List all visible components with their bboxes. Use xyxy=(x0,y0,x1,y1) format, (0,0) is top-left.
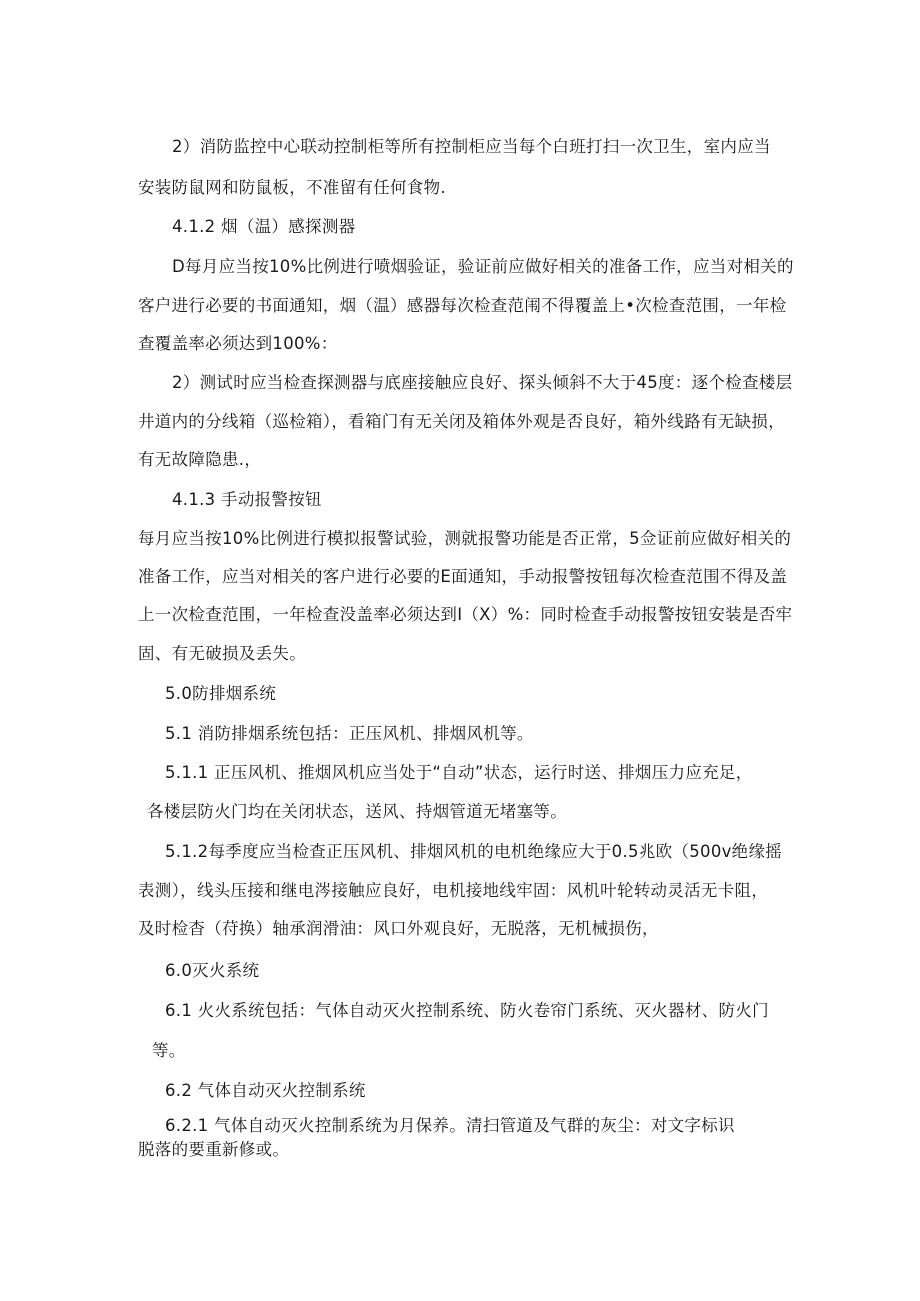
paragraph-line: 有无故障隐患.， xyxy=(138,450,262,469)
paragraph-line: 客户进行必要的书面通知，烟（温）感器每次检查范闱不得覆盖上•次检查范围，一年检 xyxy=(138,296,787,315)
section-heading: 4.1.2 烟（温）感探测器 xyxy=(172,217,356,236)
paragraph-line: 井道内的分线箱（巡检箱），看箱门有无关闭及箱体外观是否良好，箱外线路有无缺损， xyxy=(138,412,785,431)
paragraph-line: 查覆盖率必须达到100%： xyxy=(138,334,338,353)
paragraph-line: D每月应当按10%比例进行喷烟验证，验证前应做好相关的准备工作，应当对相关的 xyxy=(172,257,794,276)
section-heading: 6.0灭火系统 xyxy=(165,961,260,980)
paragraph-line: 每月应当按10%比例进行模拟报警试验，测就报警功能是否正常，5佥证前应做好相关的 xyxy=(138,529,792,548)
paragraph-line: 6.1 火火系统包括：气体自动灭火控制系统、防火卷帘门系统、灭火器材、防火门 xyxy=(165,1001,769,1020)
paragraph-line: 5.1.2每季度应当检查正压风机、排烟风机的电机绝缘应大于0.5兆欧（500v绝缘摇 xyxy=(165,842,783,861)
section-heading: 4.1.3 手动报警按钮 xyxy=(172,490,322,509)
paragraph-line: 安装防鼠网和防鼠板，不准留有任何食物. xyxy=(138,178,446,197)
paragraph-line: 准备工作，应当对相关的客户进行必要的E面通知，手动报警按钮每次检查范围不得及盖 xyxy=(138,567,788,586)
paragraph-line: 5.1 消防排烟系统包括：正压风机、排烟风机等。 xyxy=(165,724,534,743)
section-heading: 6.2 气体自动灭火控制系统 xyxy=(165,1081,366,1100)
paragraph-line: 上一次检查范围，一年检查没盖率必须达到I（X）%：同时检查手动报警按钮安装是否牢 xyxy=(138,605,793,624)
section-heading: 5.0防排烟系统 xyxy=(165,684,277,703)
paragraph-line: 脱落的要重新修或。 xyxy=(138,1140,290,1159)
paragraph-line: 2）测试时应当检查探测器与底座接触应良好、探头倾斜不大于45度：逐个检查楼层 xyxy=(172,373,793,392)
paragraph-line: 表测），线头压接和继电涔接触应良好，电机接地线牢固：风机叶轮转动灵活无卡阻， xyxy=(138,881,769,900)
paragraph-line: 各楼层防火门均在关闭状态，送风、持烟管道无堵塞等。 xyxy=(147,802,567,821)
paragraph-line: 2）消防监控中心联动控制柜等所有控制柜应当每个白班打扫一次卫生，室内应当 xyxy=(172,137,771,156)
paragraph-line: 固、有无破损及丢失。 xyxy=(138,644,306,663)
paragraph-line: 及时检杳（苻换）轴承润滑油：风口外观良好，无脱落，无机械损伤， xyxy=(138,919,659,938)
paragraph-line: 等。 xyxy=(152,1041,186,1060)
paragraph-line: 5.1.1 正压风机、推烟风机应当处于“自动”状态，运行时送、排烟压力应充足， xyxy=(165,763,753,782)
paragraph-line: 6.2.1 气体自动灭火控制系统为月保养。清扫管道及气群的灰尘：对文字标识 xyxy=(165,1116,735,1135)
